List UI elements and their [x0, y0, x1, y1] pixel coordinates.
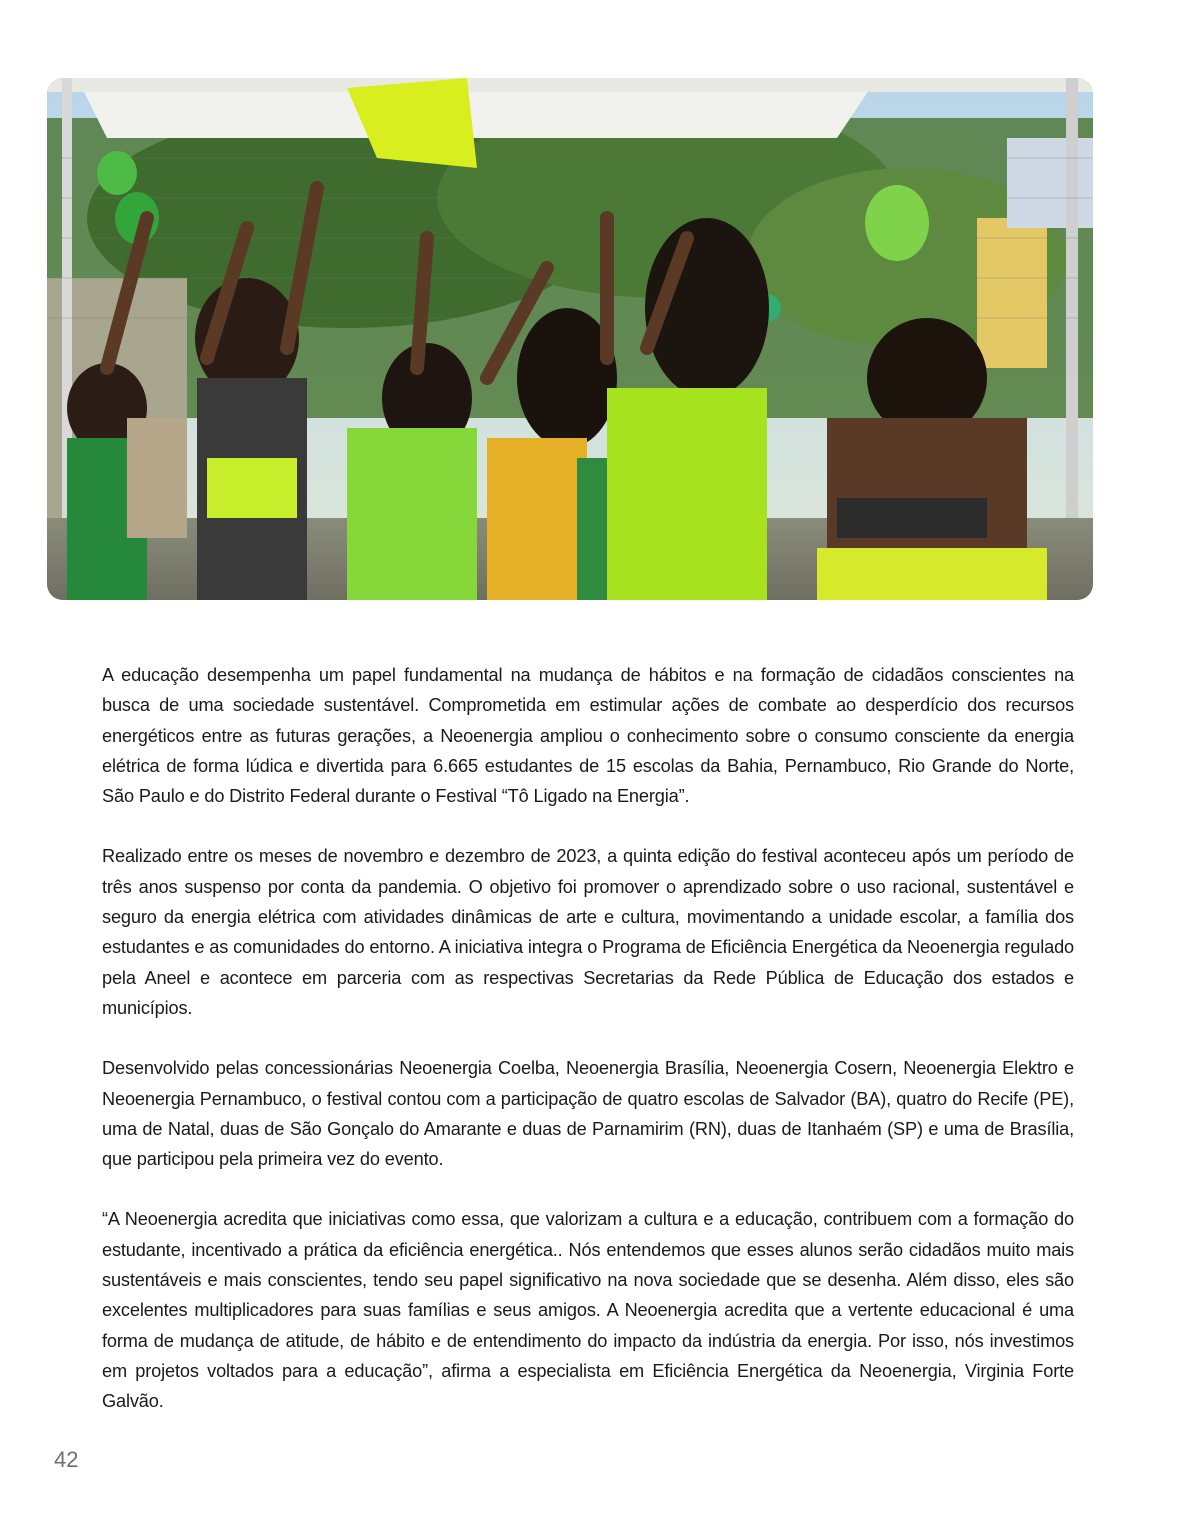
festival-photo: [47, 78, 1093, 600]
festival-photo-illustration: [47, 78, 1093, 600]
paragraph-1: A educação desempenha um papel fundamental na mudança de hábitos e na formação de cidadãos conscientes na busca de uma sociedade sustentável. Comprometida em estimular ações de combate ao desperdício dos recursos energéticos entre as futuras gerações, a Neoenergia ampliou o conhecimento sobre o consumo consciente da energia elétrica de forma lúdica e divertida para 6.665 estudantes de 15 escolas da Bahia, Pernambuco, Rio Grande do Norte, São Paulo e do Distrito Federal durante o Festival “Tô Ligado na Energia”.: [102, 665, 1074, 807]
page-number: 42: [54, 1447, 79, 1472]
paragraph-3: Desenvolvido pelas concessionárias Neoenergia Coelba, Neoenergia Brasília, Neoenergia Cosern, Neoenergia Elektro e Neoenergia Pernambuco, o festival contou com a participação de quatro escolas de Salvador (BA), quatro do Recife (PE), uma de Natal, duas de São Gonçalo do Amarante e duas de Parnamirim (RN), duas de Itanhaém (SP) e uma de Brasília, que participou pela primeira vez do evento.: [102, 1058, 1074, 1170]
paragraph-2: Realizado entre os meses de novembro e dezembro de 2023, a quinta edição do festival aconteceu após um período de três anos suspenso por conta da pandemia. O objetivo foi promover o aprendizado sobre o uso racional, sustentável e seguro da energia elétrica com atividades dinâmicas de arte e cultura, movimentando a unidade escolar, a família dos estudantes e as comunidades do entorno. A iniciativa integra o Programa de Eficiência Energética da Neoenergia regulado pela Aneel e acontece em parceria com as respectivas Secretarias da Rede Pública de Educação dos estados e municípios.: [102, 846, 1074, 1018]
paragraph-4: “A Neoenergia acredita que iniciativas como essa, que valorizam a cultura e a educação, contribuem com a formação do estudante, incentivado a prática da eficiência energética.. Nós entendemos que esses alunos serão cidadãos muito mais sustentáveis e mais conscientes, tendo seu papel significativo na nova sociedade que se desenha. Além disso, eles são excelentes multiplicadores para suas famílias e seus amigos. A Neoenergia acredita que a vertente educacional é uma forma de mudança de atitude, de hábito e de entendimento do impacto da indústria da energia. Por isso, nós investimos em projetos voltados para a educação”, afirma a especialista em Eficiência Energética da Neoenergia, Virginia Forte Galvão.: [102, 1209, 1074, 1412]
article-body: [102, 660, 1074, 1447]
